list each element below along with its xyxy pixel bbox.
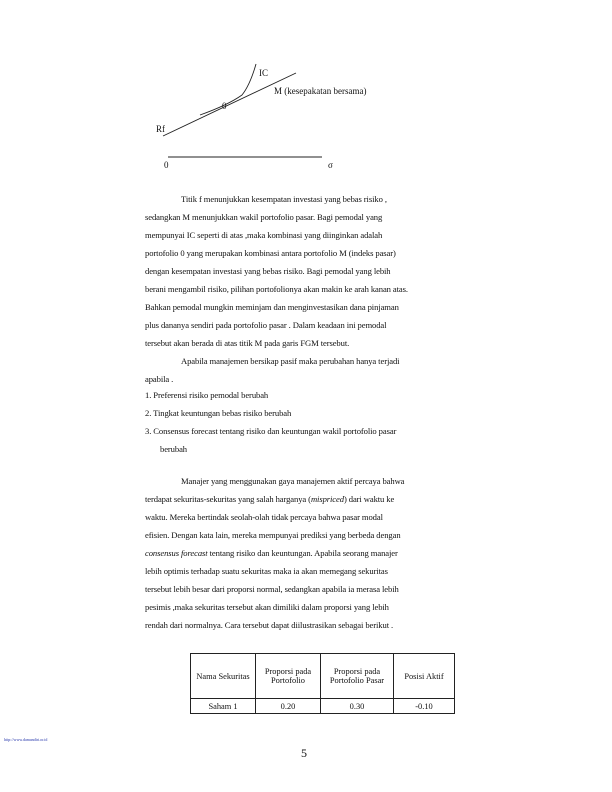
table-header-row: [191, 654, 455, 699]
sigma-axis-label: σ: [328, 160, 333, 170]
paragraph-line: sedangkan M menunjukkan wakil portofolio pasar. Bagi pemodal yang: [145, 212, 383, 222]
footer-link[interactable]: http://www.damandiri.or.id: [4, 737, 48, 742]
list-item-continuation: berubah: [160, 444, 187, 454]
m-label: M (kesepakatan bersama): [274, 86, 367, 96]
header-cell: Nama Sekuritas: [191, 654, 256, 699]
list-item: 3. Consensus forecast tentang risiko dan keuntungan wakil portofolio pasar: [145, 426, 397, 436]
list-item: 2. Tingkat keuntungan bebas risiko berubah: [145, 408, 292, 418]
list-item: 1. Preferensi risiko pemodal berubah: [145, 390, 269, 400]
paragraph-line: lebih optimis terhadap suatu sekuritas maka ia akan memegang sekuritas: [145, 566, 388, 576]
table-cell: -0.10: [394, 699, 455, 714]
page-number: 5: [301, 746, 307, 760]
paragraph-line: plus dananya sendiri pada portofolio pasar . Dalam keadaan ini pemodal: [145, 320, 387, 330]
cml-diagram: [0, 0, 612, 200]
indifference-curve: [200, 64, 256, 115]
paragraph-line: mempunyai IC seperti di atas ,maka kombinasi yang diinginkan adalah: [145, 230, 383, 240]
paragraph-line: tersebut akan berada di atas titik M pada garis FGM tersebut.: [145, 338, 350, 348]
paragraph-line: terdapat sekuritas-sekuritas yang salah harganya (mispriced) dari waktu ke: [145, 494, 395, 504]
paragraph-line: apabila .: [145, 374, 174, 384]
paragraph-line: Titik f menunjukkan kesempatan investasi yang bebas risiko ,: [181, 194, 387, 204]
table-cell: 0.30: [321, 699, 394, 714]
consensus-forecast-term: consensus forecast: [145, 548, 208, 558]
table-row: [191, 699, 455, 714]
paragraph-line: portofolio 0 yang merupakan kombinasi antara portofolio M (indeks pasar): [145, 248, 396, 258]
rf-label: Rf: [156, 124, 165, 134]
paragraph-line: dengan kesempatan investasi yang bebas risiko. Bagi pemodal yang lebih: [145, 266, 391, 276]
mispriced-term: mispriced: [310, 494, 344, 504]
paragraph-line: waktu. Mereka bertindak seolah-olah tidak percaya bahwa pasar modal: [145, 512, 383, 522]
ic-label: IC: [259, 68, 268, 78]
optimal-point-label: 0: [222, 101, 227, 111]
paragraph-line: efisien. Dengan kata lain, mereka mempunyai prediksi yang berbeda dengan: [145, 530, 401, 540]
active-position-table: [190, 653, 455, 714]
paragraph-line: consensus forecast tentang risiko dan keuntungan. Apabila seorang manajer: [145, 548, 398, 558]
paragraph-line: Manajer yang menggunakan gaya manajemen aktif percaya bahwa: [181, 476, 405, 486]
paragraph-line: tersebut lebih besar dari proporsi normal, sedangkan apabila ia merasa lebih: [145, 584, 399, 594]
header-cell: Proporsi pada Portofolio Pasar: [321, 654, 394, 699]
origin-label: 0: [164, 160, 169, 170]
header-cell: Posisi Aktif: [394, 654, 455, 699]
paragraph-line: Bahkan pemodal mungkin meminjam dan menginvestasikan dana pinjaman: [145, 302, 399, 312]
capital-market-line: [163, 73, 296, 136]
paragraph-line: berani mengambil risiko, pilihan portofolionya akan makin ke arah kanan atas.: [145, 284, 408, 294]
header-cell: Proporsi pada Portofolio: [256, 654, 321, 699]
table-cell: Saham 1: [191, 699, 256, 714]
paragraph-line: pesimis ,maka sekuritas tersebut akan dimiliki dalam proporsi yang lebih: [145, 602, 389, 612]
paragraph-line: Apabila manajemen bersikap pasif maka perubahan hanya terjadi: [181, 356, 400, 366]
paragraph-line: rendah dari normalnya. Cara tersebut dapat diilustrasikan sebagai berikut .: [145, 620, 394, 630]
table-cell: 0.20: [256, 699, 321, 714]
